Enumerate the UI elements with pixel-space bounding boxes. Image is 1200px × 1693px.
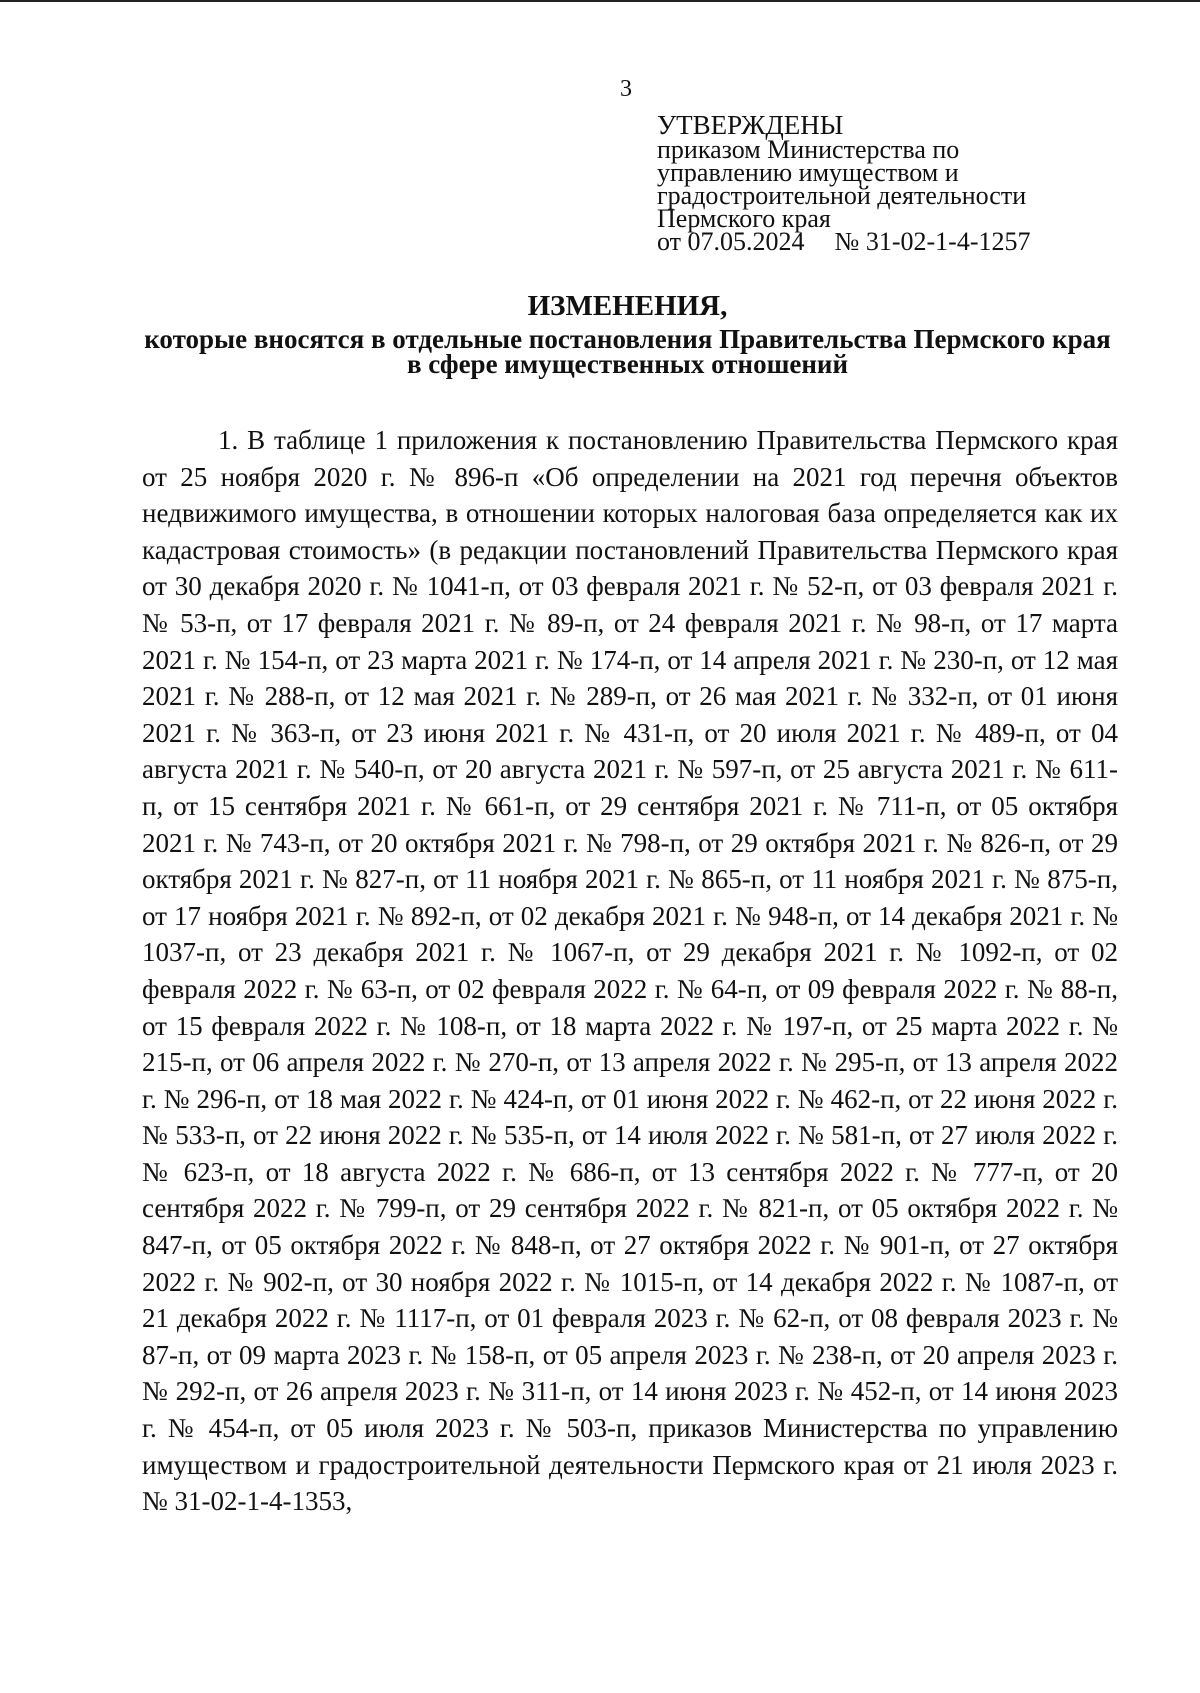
document-subtitle: которые вносятся в отдельные постановления Правительства Пермского края в сфере имущественных отношений bbox=[144, 324, 1111, 379]
approval-date: 07.05.2024 bbox=[687, 227, 805, 256]
top-border-line bbox=[0, 0, 1200, 2]
approval-line-4: Пермского края bbox=[657, 204, 831, 233]
approval-number: 31-02-1-4-1257 bbox=[865, 227, 1031, 256]
approval-number-sign: № bbox=[834, 227, 860, 256]
approval-line-3: градостроительной деятельности bbox=[657, 181, 1027, 210]
approval-title: УТВЕРЖДЕНЫ bbox=[657, 110, 844, 140]
approval-date-prefix: от bbox=[657, 227, 682, 256]
document-body bbox=[142, 422, 1118, 1520]
approval-line-1: приказом Министерства по bbox=[657, 135, 960, 164]
document-title: ИЗМЕНЕНИЯ, bbox=[527, 290, 728, 322]
approval-stamp-block bbox=[657, 110, 1031, 256]
paragraph-1: 1. В таблице 1 приложения к постановлению Правительства Пермского края от 25 ноября 2020 г. № 896-п «Об определении на 2021 год перечня объектов недвижимого имущества, в отношении которых налоговая база определяется как их кадастровая стоимость» (в редакции постановлений Правительства Пермского края от 30 декабря 2020 г. № 1041-п, от 03 февраля 2021 г. № 52-п, от 03 февраля 2021 г. № 53-п, от 17 февраля 2021 г. № 89-п, от 24 февраля 2021 г. № 98-п, от 17 марта 2021 г. № 154-п, от 23 марта 2021 г. № 174-п, от 14 апреля 2021 г. № 230-п, от 12 мая 2021 г. № 288-п, от 12 мая 2021 г. № 289-п, от 26 мая 2021 г. № 332-п, от 01 июня 2021 г. № 363-п, от 23 июня 2021 г. № 431-п, от 20 июля 2021 г. № 489-п, от 04 августа 2021 г. № 540-п, от 20 августа 2021 г. № 597-п, от 25 августа 2021 г. № 611-п, от 15 сентября 2021 г. № 661-п, от 29 сентября 2021 г. № 711-п, от 05 октября 2021 г. № 743-п, от 20 октября 2021 г. № 798-п, от 29 октября 2021 г. № 826-п, от 29 октября 2021 г. № 827-п, от 11 ноября 2021 г. № 865-п, от 11 ноября 2021 г. № 875-п, от 17 ноября 2021 г. № 892-п, от 02 декабря 2021 г. № 948-п, от 14 декабря 2021 г. № 1037-п, от 23 декабря 2021 г. № 1067-п, от 29 декабря 2021 г. № 1092-п, от 02 февраля 2022 г. № 63-п, от 02 февраля 2022 г. № 64-п, от 09 февраля 2022 г. № 88-п, от 15 февраля 2022 г. № 108-п, от 18 марта 2022 г. № 197-п, от 25 марта 2022 г. № 215-п, от 06 апреля 2022 г. № 270-п, от 13 апреля 2022 г. № 295-п, от 13 апреля 2022 г. № 296-п, от 18 мая 2022 г. № 424-п, от 01 июня 2022 г. № 462-п, от 22 июня 2022 г. № 533-п, от 22 июня 2022 г. № 535-п, от 14 июля 2022 г. № 581-п, от 27 июля 2022 г. № 623-п, от 18 августа 2022 г. № 686-п, от 13 сентября 2022 г. № 777-п, от 20 сентября 2022 г. № 799-п, от 29 сентября 2022 г. № 821-п, от 05 октября 2022 г. № 847-п, от 05 октября 2022 г. № 848-п, от 27 октября 2022 г. № 901-п, от 27 октября 2022 г. № 902-п, от 30 ноября 2022 г. № 1015-п, от 14 декабря 2022 г. № 1087-п, от 21 декабря 2022 г. № 1117-п, от 01 февраля 2023 г. № 62-п, от 08 февраля 2023 г. № 87-п, от 09 марта 2023 г. № 158-п, от 05 апреля 2023 г. № 238-п, от 20 апреля 2023 г. № 292-п, от 26 апреля 2023 г. № 311-п, от 14 июня 2023 г. № 452-п, от 14 июня 2023 г. № 454-п, от 05 июля 2023 г. № 503-п, приказов Министерства по управлению имуществом и градостроительной деятельности Пермского края от 21 июля 2023 г. № 31-02-1-4-1353, bbox=[142, 425, 1118, 1517]
page-number: 3 bbox=[620, 76, 632, 102]
approval-line-2: управлению имуществом и bbox=[657, 158, 959, 187]
approval-date-line bbox=[657, 227, 1031, 256]
